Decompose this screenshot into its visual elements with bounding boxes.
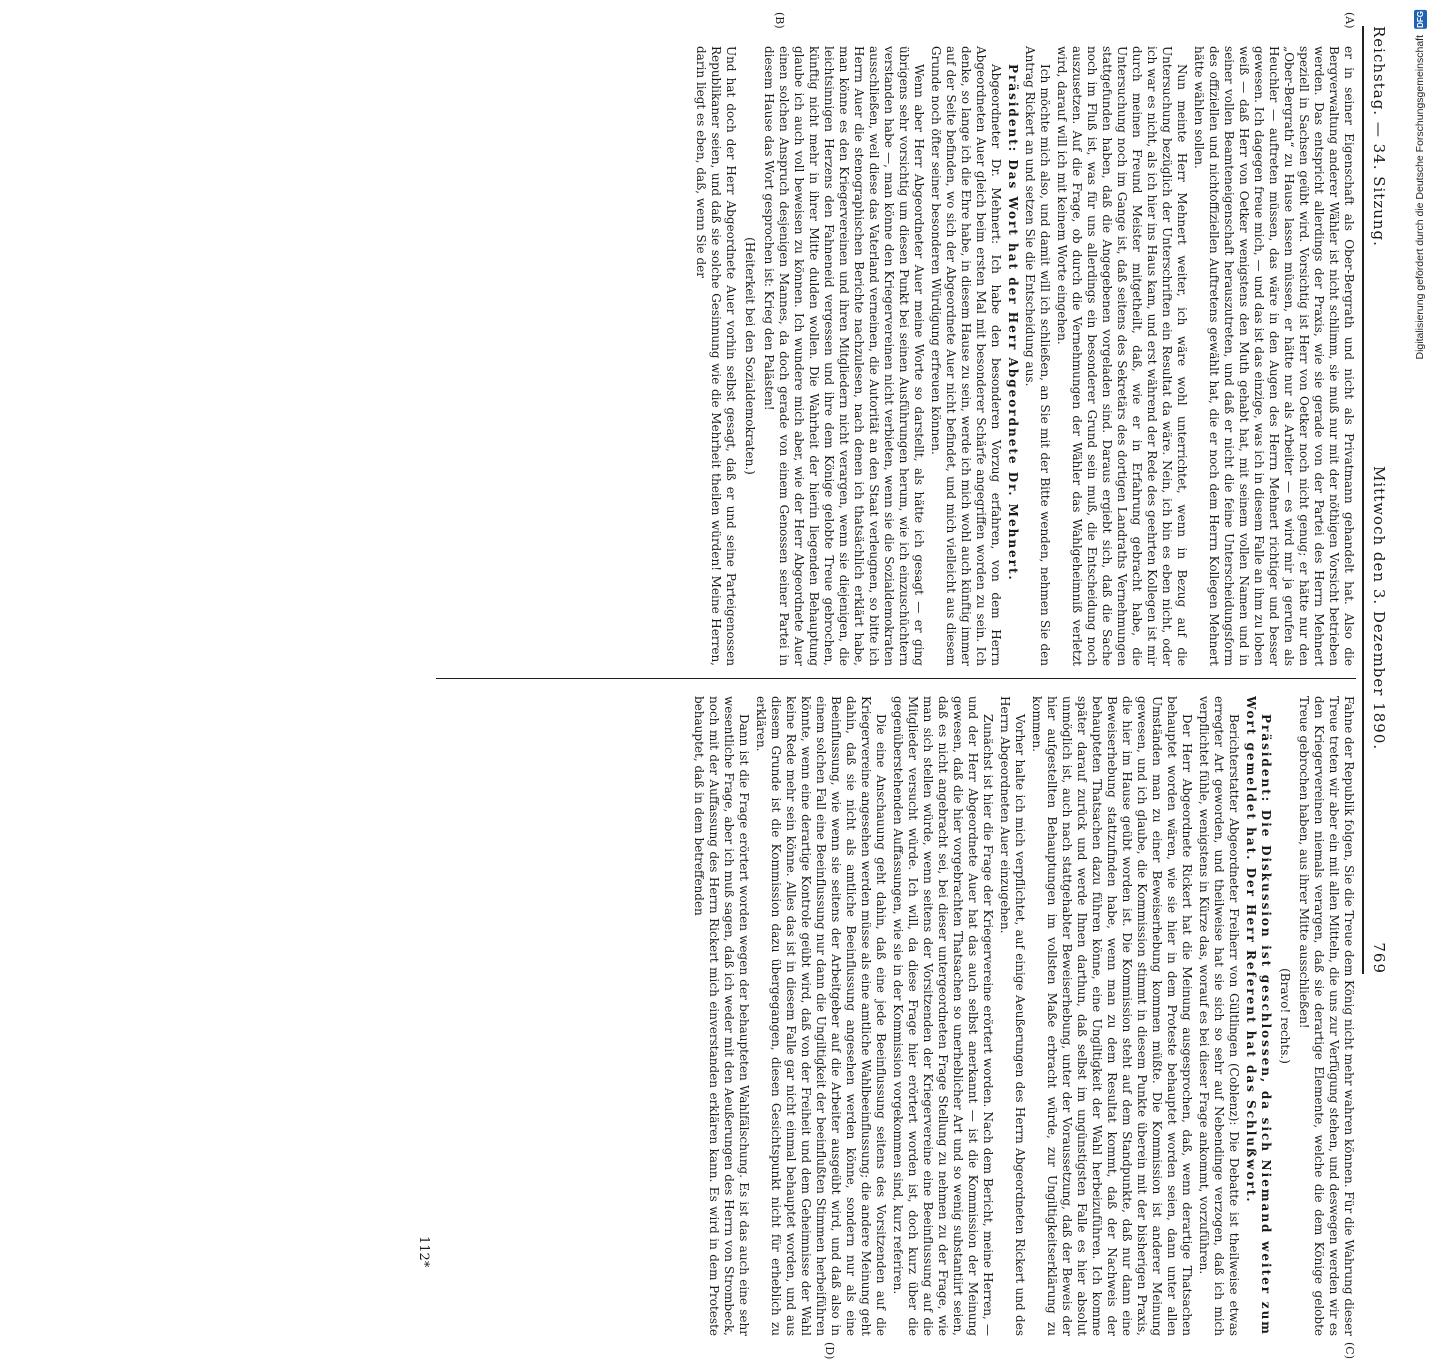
- digitization-credit: [1410, 10, 1430, 990]
- credit-text: Digitalisierung gefördert durch die Deutsche Forschungsgemeinschaft: [1414, 34, 1426, 360]
- margin-mark-c: (C): [1343, 1342, 1356, 1359]
- paragraph: Dann ist die Frage erörtert worden wegen der behaupteten Wahlfälschung. Es ist das auch eine sehr wesentliche Frage, aber ich muß sagen, daß ich weder mit den Aeußerungen des Herrn von Strombeck, noch mit der Auffassung des Herrn Rickert mich einverstanden erklären kann. Es wird in dem Proteste behauptet, daß in dem betreffenden: [692, 696, 751, 1336]
- paragraph: er in seiner Eigenschaft als Ober-Bergrath und nicht als Privatmann gehandelt hat. Also die Bergverwaltung anderer Wähler ist nicht schlimm, sie muß nur mit der nöthigen Vorsicht betrieben werden. Das entspricht allerdings der Praxis, wie sie gerade von der Partei des Herrn Mehnert speziell in Sachsen geübt wird. Vorsichtig ist Herr von Oetker noch nicht genug; er hätte nur den „Ober-Bergrath“ zu Hause lassen müssen, er hätte nur als Arbeiter — es wird mir ja gerufen als Heuchler — auftreten müssen, das wäre in den Augen des Herrn Mehnert richtiger und besser gewesen. Ich dagegen freue mich, — und das ist das einzige, was ich in diesem Falle an ihm zu loben weiß — daß Herr von Oetker wenigstens den Muth gehabt hat, mit seinem vollen Namen und in seiner vollen Beamteneigenschaft herauszutreten, und daß er nicht die feine Unterscheidungsform des offiziellen und nichtoffiziellen Auftretens gewählt hat, die er noch dem Herrn Kollegen Mehnert hätte wählen sollen.: [1192, 46, 1356, 666]
- paragraph: Ich möchte mich also, und damit will ich schließen, an Sie mit der Bitte wenden, nehmen Sie den Antrag Rickert an und setzen Sie die Entscheidung aus.: [1023, 46, 1052, 666]
- interjection: (Bravo! rechts.): [1278, 968, 1292, 1064]
- dfg-logo: DFG: [1415, 11, 1425, 28]
- header-left: Reichstag. — 34. Sitzung.: [1370, 26, 1388, 247]
- signature-mark: 112*: [416, 1236, 431, 1268]
- column-left: [436, 46, 1356, 666]
- paragraph: Vorher halte ich mich verpflichtet, auf einige Aeußerungen des Herrn Abgeordneten Rickert und des Herrn Abgeordneten Auer einzugehen.: [998, 696, 1027, 1336]
- paragraph: Die eine Anschauung geht dahin, daß eine jede Beeinflussung seitens des Vorsitzenden auf die Kriegervereine angesehen werden müsse als eine amtliche Wahlbeeinflussung; die andere Meinung geht dahin, daß sie nicht als amtliche Beeinflussung angesehen werden könne, sondern nur als eine Beeinflussung, wie wenn sie seitens der Arbeitgeber auf die Arbeiter ausgeübt wird, und daß also in einem solchen Fall eine Beeinflussung nur dann die Ungiltigkeit der beeinflußten Stimmen herbeiführen könnte, wenn eine derartige Kontrole geübt wird, daß von der Freiheit und dem Geheimnisse der Wahl keine Rede mehr sein könne. Alles das ist in diesem Falle gar nicht einmal behauptet worden, und aus diesem Grunde ist die Kommission dazu übergegangen, diesen Gesichtspunkt nicht für erheblich zu erklären.: [754, 696, 888, 1336]
- speaker-line: Präsident: Die Diskussion ist geschlossen, da sich Niemand weiter zum Wort gemeldet hat. Der Herr Referent hat das Schlußwort.: [1244, 696, 1273, 1336]
- paragraph: Berichterstatter Abgeordneter Freiherr von Gültlingen (Coblenz): Die Debatte ist theilweise etwas erregter Art geworden, und theilweise hat sie sich so sehr auf Nebendinge verzogen, daß ich mich verpflichtet fühle, wenigstens in Kürze das, worauf es bei dieser Frage ankommt, vorzuführen.: [1197, 696, 1241, 1336]
- margin-mark-a: (A): [1343, 12, 1356, 29]
- margin-mark-b: (B): [773, 12, 786, 29]
- paragraph: Abgeordneter Dr. Mehnert: Ich habe den besonderen Vorzug erfahren, von dem Herrn Abgeordneten Auer gleich beim ersten Mal mit besonderer Schärfe angegriffen worden zu sein. Ich denke, so lange ich die Ehre habe, in diesem Hause zu sein, werde ich mich wohl auch künftig immer auf der Seite befinden, wo sich der Abgeordnete Auer nicht befindet, und mich vielleicht aus diesem Grunde noch öfter seiner besonderen Würdigung erfreuen können.: [929, 46, 1003, 666]
- column-right: [436, 696, 1356, 1336]
- page-number: 769: [1370, 942, 1388, 974]
- paragraph: Wenn aber Herr Abgeordneter Auer meine Worte so darstellt, als hätte ich gesagt — er ging übrigens sehr vorsichtig um diesen Punkt bei seinen Ausführungen herum, wie ich einzuschüchtern verstanden habe —, man könne den Kriegervereinen nicht verbieten, wenn sie die Sozialdemokraten ausschließen, weil diese das Vaterland verneinen, die Autorität an den Staat verleugnen, so bitte ich Herrn Auer die stenographischen Berichte nachzulesen, nach denen ich thatsächlich erklärt habe, man könne es den Kriegervereinen und ihren Mitgliedern nicht verargen, wenn sie diejenigen, die leichtsinnigen Herzens den Fahneneid vergessen und ihre dem Könige gelobte Treue gebrochen, künftig nicht mehr in ihrer Mitte dulden wollen. Die Wahrheit der hierin liegenden Behauptung glaube ich auch voll beweisen zu können. Ich wundere mich aber, wie der Herr Abgeordnete Auer einen solchen Anspruch desjenigen Mannes, da doch gerade von einem Genossen seiner Partei in diesem Hause das Wort gesprochen ist: Krieg den Palästen!: [762, 46, 926, 666]
- speaker-line: Präsident: Das Wort hat der Herr Abgeordnete Dr. Mehnert.: [1006, 64, 1020, 582]
- paragraph: Und hat doch der Herr Abgeordnete Auer vorhin selbst gesagt, daß er und seine Parteigenossen Republikaner seien, und daß sie solche Gesinnung wie die Mehrheit theilen würden! Meine Herren, darin liegt es eben, daß, wenn Sie der: [694, 46, 738, 666]
- paragraph: Nun meinte Herr Mehnert weiter, ich wäre wohl unterrichtet, wenn in Bezug auf die Untersuchung bezüglich der Unterschriften ein Resultat da wäre. Nein, ich bin es eben nicht, oder ich war es nicht, als ich hier ins Haus kam, und erst während der Rede des geehrten Kollegen ist mir durch meinen Freund Meister mitgetheilt, daß, wie er in Erfahrung gebracht habe, die Untersuchung noch im Gange ist, daß seitens des Sekretärs des dortigen Landraths Vernehmungen stattgefunden haben, daß die Angegebenen vorgeladen sind. Daraus ergiebt sich, daß die Sache noch im Fluß ist, was für uns allerdings ein besonderer Grund sein muß, die Entscheidung noch auszusetzen. Auf die Frage, ob durch die Vernehmungen der Wähler das Wahlgeheimniß verletzt wird, darauf will ich mit keinem Worte eingehen.: [1055, 46, 1189, 666]
- paragraph: Fahne der Republik folgen, Sie die Treue dem König nicht mehr wahren können. Für die Wahrung dieser Treue treten wir aber ein mit allen Mitteln, die uns zur Verfügung stehen, und deswegen werden wir es den Kriegervereinen niemals verargen, daß sie derartige Elemente, welche die dem Könige gelobte Treue gebrochen haben, aus ihrer Mitte ausschließen!: [1297, 696, 1356, 1336]
- paragraph: Der Herr Abgeordnete Rickert hat die Meinung ausgesprochen, daß, wenn derartige Thatsachen behauptet worden wären, wie sie hier in dem Proteste behauptet worden seien, dann unter allen Umständen man zu einer Beweiserhebung kommen müßte. Die Kommission ist anderer Meinung gewesen, und ich glaube, die Kommission stimmt in diesem Punkte überein mit der bisherigen Praxis, die hier im Hause geübt worden ist. Die Kommission steht auf dem Standpunkte, daß nur dann eine Beweiserhebung stattzufinden habe, wenn man zu dem Resultat kommt, daß der Nachweis der behaupteten Thatsachen dazu führen könne, eine Ungiltigkeit der Wahl herbeizuführen. Ich komme später darauf zurück und werde Ihnen darthun, daß selbst im ungünstigsten Falle es hier absolut unmöglich ist, auch nach stattgehabter Beweiserhebung, unter der Voraussetzung, daß der Beweis der hier aufgestellten Behauptungen im vollsten Maße erbracht würde, zur Ungiltigkeitserklärung zu kommen.: [1030, 696, 1194, 1336]
- paragraph: Zunächst ist hier die Frage der Kriegervereine erörtert worden. Nach dem Bericht, meine Herren, — und der Herr Abgeordnete Auer hat das auch selbst anerkannt — ist die Kommission der Meinung gewesen, daß die hier vorgebrachten Thatsachen so unerheblicher Art und so wenig substantiirt seien, daß es nicht angebracht sei, bei dieser untergeordneten Frage Stellung zu nehmen zu der Frage, wie man sich stellen würde, wenn seitens der Vorsitzenden der Kriegervereine eine Beeinflussung auf die Mitglieder versucht würde. Ich will, da diese Frage hier erörtert worden ist, doch kurz über die gegenüberstehenden Auffassungen, wie sie in der Kommission vorgekommen sind, kurz referiren.: [891, 696, 995, 1336]
- margin-mark-d: (D): [823, 1342, 836, 1359]
- running-head: [1362, 26, 1390, 974]
- interjection: (Heiterkeit bei den Sozialdemokraten.): [743, 237, 757, 475]
- column-separator: [436, 678, 1356, 679]
- page-sheet: [36, 6, 1396, 1359]
- header-middle: Mittwoch den 3. Dezember 1890.: [1370, 466, 1388, 751]
